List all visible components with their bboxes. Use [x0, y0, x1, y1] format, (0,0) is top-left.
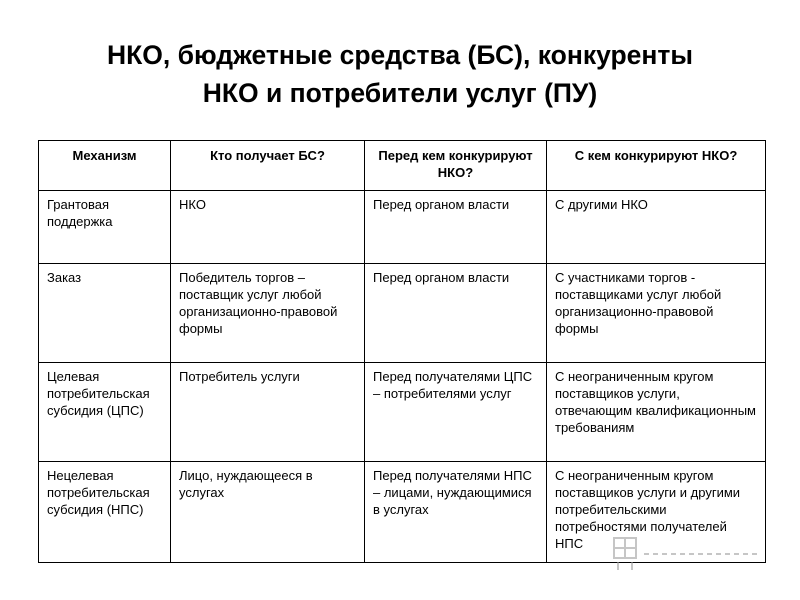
table-cell: С неограниченным кругом поставщиков услуги, отвечающим квалификационным требованиям [547, 363, 766, 462]
table-row [39, 191, 766, 264]
table-row [39, 363, 766, 462]
slide-title-line-1: НКО, бюджетные средства (БС), конкуренты [106, 40, 694, 70]
table-cell: Потребитель услуги [171, 363, 365, 462]
column-header: С кем конкурируют НКО? [547, 141, 766, 191]
table-cell: Перед органом власти [365, 264, 547, 363]
column-header: Механизм [39, 141, 171, 191]
table-cell: Заказ [39, 264, 171, 363]
watermark-logo-icon [610, 532, 770, 574]
table-header-row [39, 141, 766, 191]
column-header: Кто получает БС? [171, 141, 365, 191]
table-cell: Перед получателями НПС – лицами, нуждающимися в услугах [365, 462, 547, 563]
table-cell: Грантовая поддержка [39, 191, 171, 264]
column-header: Перед кем конкурируют НКО? [365, 141, 547, 191]
table-cell: С другими НКО [547, 191, 766, 264]
slide-title [0, 36, 800, 112]
table-cell: НКО [171, 191, 365, 264]
table-cell: С неограниченным кругом поставщиков услуги и другими потребительскими потребностями получателей НПС [547, 462, 766, 563]
table-cell: С участниками торгов - поставщиками услуг любой организационно-правовой формы [547, 264, 766, 363]
table-cell: Нецелевая потребительская субсидия (НПС) [39, 462, 171, 563]
table-cell: Целевая потребительская субсидия (ЦПС) [39, 363, 171, 462]
table-cell: Перед получателями ЦПС – потребителями услуг [365, 363, 547, 462]
slide-title-line-2: НКО и потребители услуг (ПУ) [202, 78, 598, 108]
comparison-table [38, 140, 766, 563]
table-cell: Победитель торгов – поставщик услуг любой организационно-правовой формы [171, 264, 365, 363]
table-cell: Лицо, нуждающееся в услугах [171, 462, 365, 563]
table-row [39, 264, 766, 363]
table-cell: Перед органом власти [365, 191, 547, 264]
